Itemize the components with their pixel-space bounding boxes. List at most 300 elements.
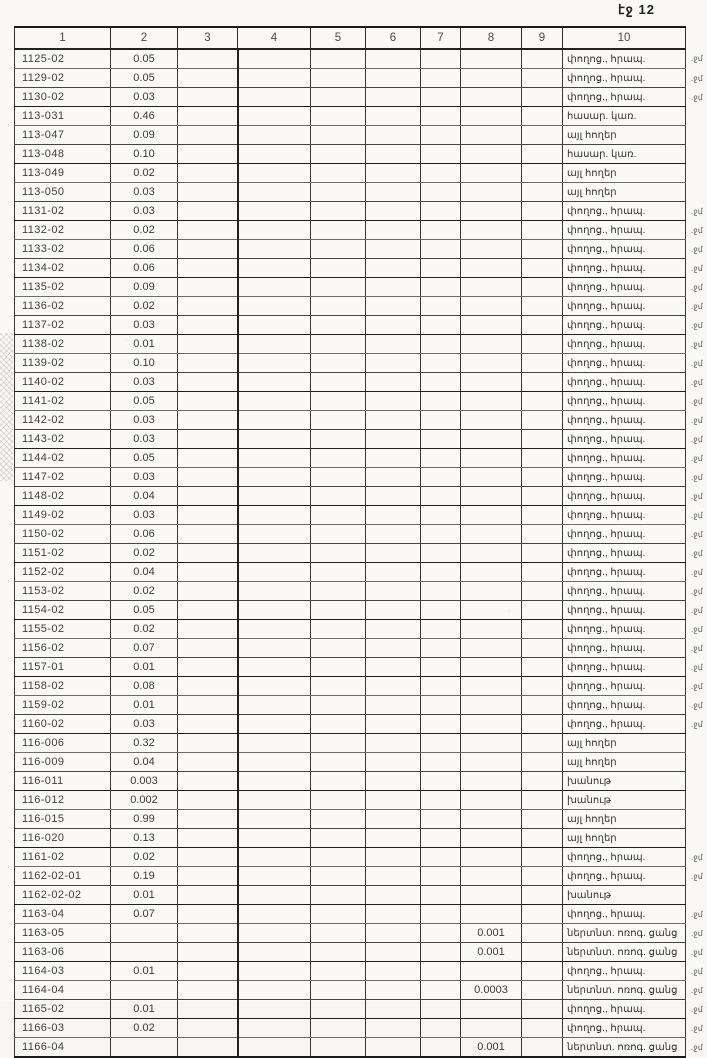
cell-col4-empty bbox=[238, 810, 311, 829]
cell-parcel-code: 1164-03 bbox=[15, 962, 111, 981]
cell-col7-empty bbox=[421, 981, 461, 1000]
cell-col4-empty bbox=[238, 392, 311, 411]
cell-col6-empty bbox=[366, 981, 421, 1000]
cell-col9-empty bbox=[522, 335, 563, 354]
cell-col7-empty bbox=[421, 221, 461, 240]
cell-col6-empty bbox=[366, 696, 421, 715]
cell-parcel-code: 1149-02 bbox=[15, 506, 111, 525]
table-row bbox=[15, 772, 707, 791]
table-row bbox=[15, 715, 707, 734]
margin-fragment: .ջմ bbox=[686, 620, 707, 639]
cell-col4-empty bbox=[238, 791, 311, 810]
cell-col6-empty bbox=[366, 430, 421, 449]
cell-col4-empty bbox=[238, 164, 311, 183]
cell-area-value: 0.04 bbox=[111, 753, 178, 772]
cell-col7-empty bbox=[421, 392, 461, 411]
cell-area-value bbox=[111, 924, 178, 943]
cell-col5-empty bbox=[311, 867, 366, 886]
cell-col4-empty bbox=[238, 848, 311, 867]
cell-land-purpose: փողոց., հրապ. bbox=[563, 49, 686, 69]
table-row bbox=[15, 639, 707, 658]
cell-col5-empty bbox=[311, 848, 366, 867]
cell-col8-value bbox=[461, 639, 522, 658]
cell-col9-empty bbox=[522, 297, 563, 316]
table-row bbox=[15, 69, 707, 88]
cell-col6-empty bbox=[366, 563, 421, 582]
margin-fragment bbox=[686, 145, 707, 164]
cell-col6-empty bbox=[366, 468, 421, 487]
cell-land-purpose: փողոց., հրապ. bbox=[563, 392, 686, 411]
margin-fragment: .ջմ bbox=[686, 449, 707, 468]
cell-col6-empty bbox=[366, 601, 421, 620]
cell-parcel-code: 1164-04 bbox=[15, 981, 111, 1000]
margin-fragment: .ջմ bbox=[686, 1019, 707, 1038]
cell-col9-empty bbox=[522, 278, 563, 297]
cell-land-purpose: փողոց., հրապ. bbox=[563, 601, 686, 620]
cell-col3-empty bbox=[178, 715, 238, 734]
margin-fragment: .ջմ bbox=[686, 924, 707, 943]
cell-col4-empty bbox=[238, 582, 311, 601]
cell-land-purpose: փողոց., հրապ. bbox=[563, 715, 686, 734]
cell-area-value: 0.01 bbox=[111, 962, 178, 981]
cell-col8-value bbox=[461, 259, 522, 278]
cell-col7-empty bbox=[421, 563, 461, 582]
cell-col7-empty bbox=[421, 582, 461, 601]
table-row bbox=[15, 164, 707, 183]
cell-col5-empty bbox=[311, 981, 366, 1000]
cell-col3-empty bbox=[178, 658, 238, 677]
cell-area-value: 0.09 bbox=[111, 126, 178, 145]
cell-col8-value bbox=[461, 544, 522, 563]
margin-fragment: .ջմ bbox=[686, 202, 707, 221]
cell-area-value: 0.02 bbox=[111, 620, 178, 639]
cell-col3-empty bbox=[178, 905, 238, 924]
margin-fragment: .ջմ bbox=[686, 506, 707, 525]
cell-parcel-code: 116-015 bbox=[15, 810, 111, 829]
cell-col4-empty bbox=[238, 677, 311, 696]
cell-parcel-code: 1140-02 bbox=[15, 373, 111, 392]
cell-land-purpose: այլ հողեր bbox=[563, 810, 686, 829]
cell-area-value: 0.06 bbox=[111, 259, 178, 278]
cell-parcel-code: 1162-02-01 bbox=[15, 867, 111, 886]
cell-land-purpose: այլ հողեր bbox=[563, 829, 686, 848]
cell-land-purpose: փողոց., հրապ. bbox=[563, 297, 686, 316]
cell-col8-value bbox=[461, 734, 522, 753]
cell-col5-empty bbox=[311, 164, 366, 183]
table-row bbox=[15, 525, 707, 544]
cell-col8-value bbox=[461, 411, 522, 430]
cell-col9-empty bbox=[522, 259, 563, 278]
cell-parcel-code: 1138-02 bbox=[15, 335, 111, 354]
cell-col5-empty bbox=[311, 886, 366, 905]
table-row bbox=[15, 49, 707, 69]
cell-area-value: 0.05 bbox=[111, 449, 178, 468]
cell-parcel-code: 113-031 bbox=[15, 107, 111, 126]
cell-col4-empty bbox=[238, 1019, 311, 1038]
cell-col5-empty bbox=[311, 449, 366, 468]
table-row bbox=[15, 696, 707, 715]
cell-col5-empty bbox=[311, 506, 366, 525]
cell-col4-empty bbox=[238, 563, 311, 582]
cell-col6-empty bbox=[366, 278, 421, 297]
margin-fragment: .ջմ bbox=[686, 468, 707, 487]
cell-area-value: 0.02 bbox=[111, 544, 178, 563]
cell-col7-empty bbox=[421, 753, 461, 772]
cell-col9-empty bbox=[522, 145, 563, 164]
cell-parcel-code: 1158-02 bbox=[15, 677, 111, 696]
cell-col5-empty bbox=[311, 1000, 366, 1019]
cell-col5-empty bbox=[311, 335, 366, 354]
cell-col4-empty bbox=[238, 411, 311, 430]
cell-parcel-code: 113-050 bbox=[15, 183, 111, 202]
cell-col7-empty bbox=[421, 905, 461, 924]
margin-fragment bbox=[686, 810, 707, 829]
cell-col5-empty bbox=[311, 696, 366, 715]
cell-col4-empty bbox=[238, 753, 311, 772]
cell-col4-empty bbox=[238, 696, 311, 715]
margin-fragment bbox=[686, 183, 707, 202]
cell-parcel-code: 1129-02 bbox=[15, 69, 111, 88]
cell-col4-empty bbox=[238, 544, 311, 563]
cell-col9-empty bbox=[522, 772, 563, 791]
table-row bbox=[15, 544, 707, 563]
cell-col9-empty bbox=[522, 563, 563, 582]
cell-area-value: 0.03 bbox=[111, 373, 178, 392]
cell-col3-empty bbox=[178, 848, 238, 867]
cell-col9-empty bbox=[522, 962, 563, 981]
cell-land-purpose: փողոց., հրապ. bbox=[563, 905, 686, 924]
margin-fragment: .ջմ bbox=[686, 1000, 707, 1019]
cell-land-purpose: փողոց., հրապ. bbox=[563, 848, 686, 867]
cell-col3-empty bbox=[178, 164, 238, 183]
table-row bbox=[15, 943, 707, 962]
cell-col6-empty bbox=[366, 620, 421, 639]
cell-col3-empty bbox=[178, 1019, 238, 1038]
cell-col8-value bbox=[461, 335, 522, 354]
cell-col9-empty bbox=[522, 848, 563, 867]
cell-col9-empty bbox=[522, 734, 563, 753]
margin-fragment: .ջմ bbox=[686, 582, 707, 601]
cell-land-purpose: հասար. կառ. bbox=[563, 107, 686, 126]
cell-col4-empty bbox=[238, 335, 311, 354]
cell-col4-empty bbox=[238, 69, 311, 88]
margin-fragment: .ջմ bbox=[686, 240, 707, 259]
cell-col7-empty bbox=[421, 259, 461, 278]
column-header-7: 7 bbox=[421, 27, 461, 49]
cell-parcel-code: 116-012 bbox=[15, 791, 111, 810]
cell-col9-empty bbox=[522, 867, 563, 886]
cell-col4-empty bbox=[238, 126, 311, 145]
margin-fragment: .ջմ bbox=[686, 848, 707, 867]
cell-col4-empty bbox=[238, 924, 311, 943]
cell-col5-empty bbox=[311, 297, 366, 316]
cell-col7-empty bbox=[421, 107, 461, 126]
cell-area-value: 0.01 bbox=[111, 335, 178, 354]
cell-parcel-code: 1136-02 bbox=[15, 297, 111, 316]
cell-col6-empty bbox=[366, 905, 421, 924]
cell-land-purpose: փողոց., հրապ. bbox=[563, 411, 686, 430]
cell-col6-empty bbox=[366, 943, 421, 962]
cell-area-value: 0.03 bbox=[111, 183, 178, 202]
cell-col6-empty bbox=[366, 392, 421, 411]
table-row bbox=[15, 107, 707, 126]
cell-col4-empty bbox=[238, 107, 311, 126]
cell-col8-value bbox=[461, 867, 522, 886]
cell-col8-value bbox=[461, 126, 522, 145]
cell-col8-value bbox=[461, 88, 522, 107]
cell-col6-empty bbox=[366, 506, 421, 525]
cell-col5-empty bbox=[311, 487, 366, 506]
cell-col3-empty bbox=[178, 791, 238, 810]
cell-col8-value bbox=[461, 449, 522, 468]
cell-col8-value bbox=[461, 183, 522, 202]
cell-col4-empty bbox=[238, 373, 311, 392]
cell-col6-empty bbox=[366, 373, 421, 392]
cell-land-purpose: փողոց., հրապ. bbox=[563, 335, 686, 354]
cell-area-value bbox=[111, 1038, 178, 1058]
cell-col5-empty bbox=[311, 69, 366, 88]
cell-parcel-code: 113-047 bbox=[15, 126, 111, 145]
cell-parcel-code: 1153-02 bbox=[15, 582, 111, 601]
table-row bbox=[15, 202, 707, 221]
cell-col6-empty bbox=[366, 1000, 421, 1019]
cell-col6-empty bbox=[366, 848, 421, 867]
cell-col7-empty bbox=[421, 1019, 461, 1038]
table-row bbox=[15, 392, 707, 411]
cell-col7-empty bbox=[421, 240, 461, 259]
cell-col7-empty bbox=[421, 791, 461, 810]
cell-parcel-code: 1139-02 bbox=[15, 354, 111, 373]
cell-col5-empty bbox=[311, 183, 366, 202]
cell-land-purpose: խանութ bbox=[563, 886, 686, 905]
cell-col6-empty bbox=[366, 544, 421, 563]
cell-col6-empty bbox=[366, 886, 421, 905]
cell-col9-empty bbox=[522, 107, 563, 126]
cell-col7-empty bbox=[421, 335, 461, 354]
table-row bbox=[15, 316, 707, 335]
cell-col6-empty bbox=[366, 126, 421, 145]
cell-land-purpose: փողոց., հրապ. bbox=[563, 468, 686, 487]
cell-col5-empty bbox=[311, 905, 366, 924]
cell-col7-empty bbox=[421, 202, 461, 221]
cell-col4-empty bbox=[238, 506, 311, 525]
cell-col5-empty bbox=[311, 620, 366, 639]
cell-col4-empty bbox=[238, 183, 311, 202]
cell-col3-empty bbox=[178, 411, 238, 430]
cell-col9-empty bbox=[522, 753, 563, 772]
table-row bbox=[15, 506, 707, 525]
table-row bbox=[15, 278, 707, 297]
cell-parcel-code: 1131-02 bbox=[15, 202, 111, 221]
cell-col4-empty bbox=[238, 658, 311, 677]
cell-col5-empty bbox=[311, 240, 366, 259]
cell-col4-empty bbox=[238, 145, 311, 164]
table-row bbox=[15, 867, 707, 886]
cell-col6-empty bbox=[366, 962, 421, 981]
cell-land-purpose: փողոց., հրապ. bbox=[563, 354, 686, 373]
cell-col6-empty bbox=[366, 753, 421, 772]
cell-col5-empty bbox=[311, 126, 366, 145]
cell-col8-value: 0.001 bbox=[461, 924, 522, 943]
cell-area-value bbox=[111, 981, 178, 1000]
cell-parcel-code: 116-020 bbox=[15, 829, 111, 848]
cell-parcel-code: 1166-03 bbox=[15, 1019, 111, 1038]
cell-col4-empty bbox=[238, 316, 311, 335]
cell-col7-empty bbox=[421, 848, 461, 867]
cell-col3-empty bbox=[178, 639, 238, 658]
cell-col5-empty bbox=[311, 145, 366, 164]
cell-col5-empty bbox=[311, 373, 366, 392]
cell-col3-empty bbox=[178, 335, 238, 354]
cell-col9-empty bbox=[522, 677, 563, 696]
margin-fragment: .ջմ bbox=[686, 867, 707, 886]
table-row bbox=[15, 1000, 707, 1019]
cell-col6-empty bbox=[366, 791, 421, 810]
cell-col3-empty bbox=[178, 297, 238, 316]
cell-col9-empty bbox=[522, 943, 563, 962]
cell-land-purpose: փողոց., հրապ. bbox=[563, 867, 686, 886]
cell-col3-empty bbox=[178, 506, 238, 525]
table-row bbox=[15, 1019, 707, 1038]
cell-col3-empty bbox=[178, 734, 238, 753]
cell-col4-empty bbox=[238, 259, 311, 278]
cell-parcel-code: 1137-02 bbox=[15, 316, 111, 335]
cell-col9-empty bbox=[522, 696, 563, 715]
column-header-6: 6 bbox=[366, 27, 421, 49]
cell-col4-empty bbox=[238, 981, 311, 1000]
cell-area-value: 0.05 bbox=[111, 392, 178, 411]
cell-col7-empty bbox=[421, 772, 461, 791]
cell-col5-empty bbox=[311, 829, 366, 848]
cell-col6-empty bbox=[366, 525, 421, 544]
cell-col7-empty bbox=[421, 525, 461, 544]
cell-col8-value bbox=[461, 563, 522, 582]
cell-parcel-code: 116-011 bbox=[15, 772, 111, 791]
cell-col3-empty bbox=[178, 924, 238, 943]
cell-area-value: 0.03 bbox=[111, 88, 178, 107]
cell-col5-empty bbox=[311, 715, 366, 734]
cell-col8-value: 0.001 bbox=[461, 1038, 522, 1058]
cell-col6-empty bbox=[366, 164, 421, 183]
cell-area-value: 0.04 bbox=[111, 487, 178, 506]
cell-col5-empty bbox=[311, 601, 366, 620]
cell-land-purpose: փողոց., հրապ. bbox=[563, 69, 686, 88]
cell-col5-empty bbox=[311, 639, 366, 658]
cell-col4-empty bbox=[238, 525, 311, 544]
cell-col8-value bbox=[461, 487, 522, 506]
cell-col8-value bbox=[461, 658, 522, 677]
cell-col6-empty bbox=[366, 582, 421, 601]
cell-col3-empty bbox=[178, 1000, 238, 1019]
cell-col9-empty bbox=[522, 639, 563, 658]
cell-col4-empty bbox=[238, 449, 311, 468]
cell-land-purpose: փողոց., հրապ. bbox=[563, 1019, 686, 1038]
cell-col7-empty bbox=[421, 1000, 461, 1019]
table-row bbox=[15, 962, 707, 981]
cell-col8-value bbox=[461, 297, 522, 316]
cell-col5-empty bbox=[311, 202, 366, 221]
cell-col5-empty bbox=[311, 810, 366, 829]
cell-col4-empty bbox=[238, 886, 311, 905]
cell-col8-value bbox=[461, 829, 522, 848]
cell-col9-empty bbox=[522, 69, 563, 88]
cell-col5-empty bbox=[311, 582, 366, 601]
cell-col8-value bbox=[461, 905, 522, 924]
cell-col3-empty bbox=[178, 563, 238, 582]
cell-parcel-code: 1143-02 bbox=[15, 430, 111, 449]
margin-fragment: .ջմ bbox=[686, 981, 707, 1000]
cell-col6-empty bbox=[366, 829, 421, 848]
cell-col4-empty bbox=[238, 354, 311, 373]
cell-col7-empty bbox=[421, 126, 461, 145]
cell-col4-empty bbox=[238, 221, 311, 240]
cell-parcel-code: 1156-02 bbox=[15, 639, 111, 658]
cell-col9-empty bbox=[522, 791, 563, 810]
margin-fragment: .ջմ bbox=[686, 354, 707, 373]
cell-col5-empty bbox=[311, 734, 366, 753]
cell-area-value: 0.06 bbox=[111, 240, 178, 259]
cell-col4-empty bbox=[238, 49, 311, 69]
cell-parcel-code: 1157-01 bbox=[15, 658, 111, 677]
cell-land-purpose: փողոց., հրապ. bbox=[563, 658, 686, 677]
cell-col6-empty bbox=[366, 715, 421, 734]
cell-col8-value bbox=[461, 525, 522, 544]
cell-parcel-code: 1141-02 bbox=[15, 392, 111, 411]
cell-col6-empty bbox=[366, 240, 421, 259]
table-row bbox=[15, 145, 707, 164]
table-row bbox=[15, 411, 707, 430]
cell-area-value bbox=[111, 943, 178, 962]
table-row bbox=[15, 924, 707, 943]
cell-col6-empty bbox=[366, 259, 421, 278]
table-row bbox=[15, 373, 707, 392]
cell-land-purpose: փողոց., հրապ. bbox=[563, 487, 686, 506]
cell-col4-empty bbox=[238, 867, 311, 886]
margin-fragment: .ջմ bbox=[686, 544, 707, 563]
cell-land-purpose: փողոց., հրապ. bbox=[563, 582, 686, 601]
cell-col7-empty bbox=[421, 867, 461, 886]
cell-area-value: 0.01 bbox=[111, 696, 178, 715]
cell-col9-empty bbox=[522, 810, 563, 829]
scan-noise-artifact bbox=[0, 333, 13, 481]
cell-col9-empty bbox=[522, 49, 563, 69]
cell-parcel-code: 1159-02 bbox=[15, 696, 111, 715]
column-header-2: 2 bbox=[111, 27, 178, 49]
cell-col3-empty bbox=[178, 126, 238, 145]
cell-land-purpose: այլ հողեր bbox=[563, 183, 686, 202]
cell-col6-empty bbox=[366, 145, 421, 164]
cell-area-value: 0.10 bbox=[111, 145, 178, 164]
margin-fragment: .ջմ bbox=[686, 563, 707, 582]
cell-col7-empty bbox=[421, 430, 461, 449]
table-row bbox=[15, 354, 707, 373]
cell-col9-empty bbox=[522, 373, 563, 392]
cell-col4-empty bbox=[238, 297, 311, 316]
cell-col8-value bbox=[461, 240, 522, 259]
table-row bbox=[15, 810, 707, 829]
cell-col7-empty bbox=[421, 88, 461, 107]
table-row bbox=[15, 240, 707, 259]
cell-land-purpose: փողոց., հրապ. bbox=[563, 544, 686, 563]
cell-col9-empty bbox=[522, 164, 563, 183]
cell-col8-value bbox=[461, 696, 522, 715]
cell-col6-empty bbox=[366, 658, 421, 677]
cell-col3-empty bbox=[178, 373, 238, 392]
cell-land-purpose: հասար. կառ. bbox=[563, 145, 686, 164]
cell-col9-empty bbox=[522, 506, 563, 525]
table-row bbox=[15, 886, 707, 905]
cell-col4-empty bbox=[238, 468, 311, 487]
